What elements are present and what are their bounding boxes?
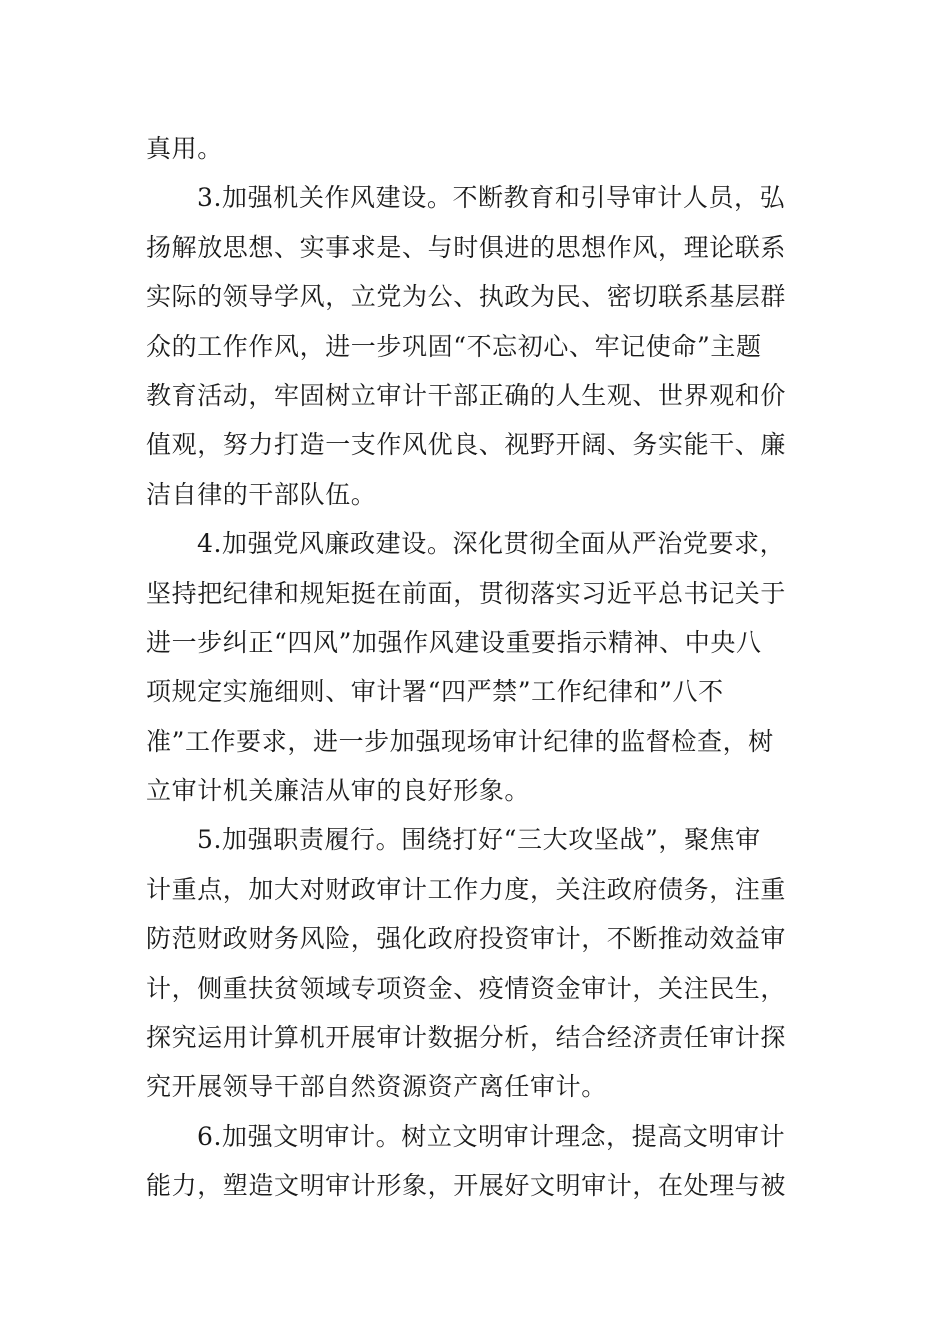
- text-line: 教育活动，牢固树立审计干部正确的人生观、世界观和价: [146, 380, 787, 410]
- paragraph-4-heading-line: 4.加强党风廉政建设。深化贯彻全面从严治党要求，: [197, 529, 786, 559]
- text-line: 能力，塑造文明审计形象，开展好文明审计，在处理与被: [146, 1171, 787, 1201]
- text-line: 防范财政财务风险，强化政府投资审计，不断推动效益审: [146, 924, 787, 954]
- paragraph-5-heading-line: 5.加强职责履行。围绕打好“三大攻坚战”，聚焦审: [197, 825, 761, 855]
- text-line: 立审计机关廉洁从审的良好形象。: [146, 776, 531, 806]
- text-line: 实际的领导学风，立党为公、执政为民、密切联系基层群: [146, 282, 787, 312]
- text-line: 准”工作要求，进一步加强现场审计纪律的监督检查，树: [146, 726, 774, 756]
- text-line: 计重点，加大对财政审计工作力度，关注政府债务，注重: [146, 874, 787, 904]
- text-line: 坚持把纪律和规矩挺在前面，贯彻落实习近平总书记关于: [146, 578, 787, 608]
- text-line: 进一步纠正“四风”加强作风建设重要指示精神、中央八: [146, 627, 762, 657]
- text-line: 探究运用计算机开展审计数据分析，结合经济责任审计探: [146, 1023, 787, 1053]
- text-line: 洁自律的干部队伍。: [146, 479, 377, 509]
- text-line: 项规定实施细则、审计署“四严禁”工作纪律和”八不: [146, 677, 724, 707]
- text-line: 真用。: [146, 134, 223, 163]
- document-body: [146, 124, 826, 1211]
- text-line: 究开展领导干部自然资源资产离任审计。: [146, 1072, 607, 1102]
- text-line: 扬解放思想、实事求是、与时俱进的思想作风，理论联系: [146, 232, 787, 262]
- text-line: 众的工作作风，进一步巩固“不忘初心、牢记使命”主题: [146, 331, 762, 361]
- paragraph-6-heading-line: 6.加强文明审计。树立文明审计理念，提高文明审计: [197, 1121, 786, 1151]
- paragraph-3-heading-line: 3.加强机关作风建设。不断教育和引导审计人员，弘: [197, 183, 786, 213]
- text-line: 值观，努力打造一支作风优良、视野开阔、务实能干、廉: [146, 430, 787, 460]
- text-line: 计，侧重扶贫领域专项资金、疫情资金审计，关注民生，: [146, 973, 787, 1003]
